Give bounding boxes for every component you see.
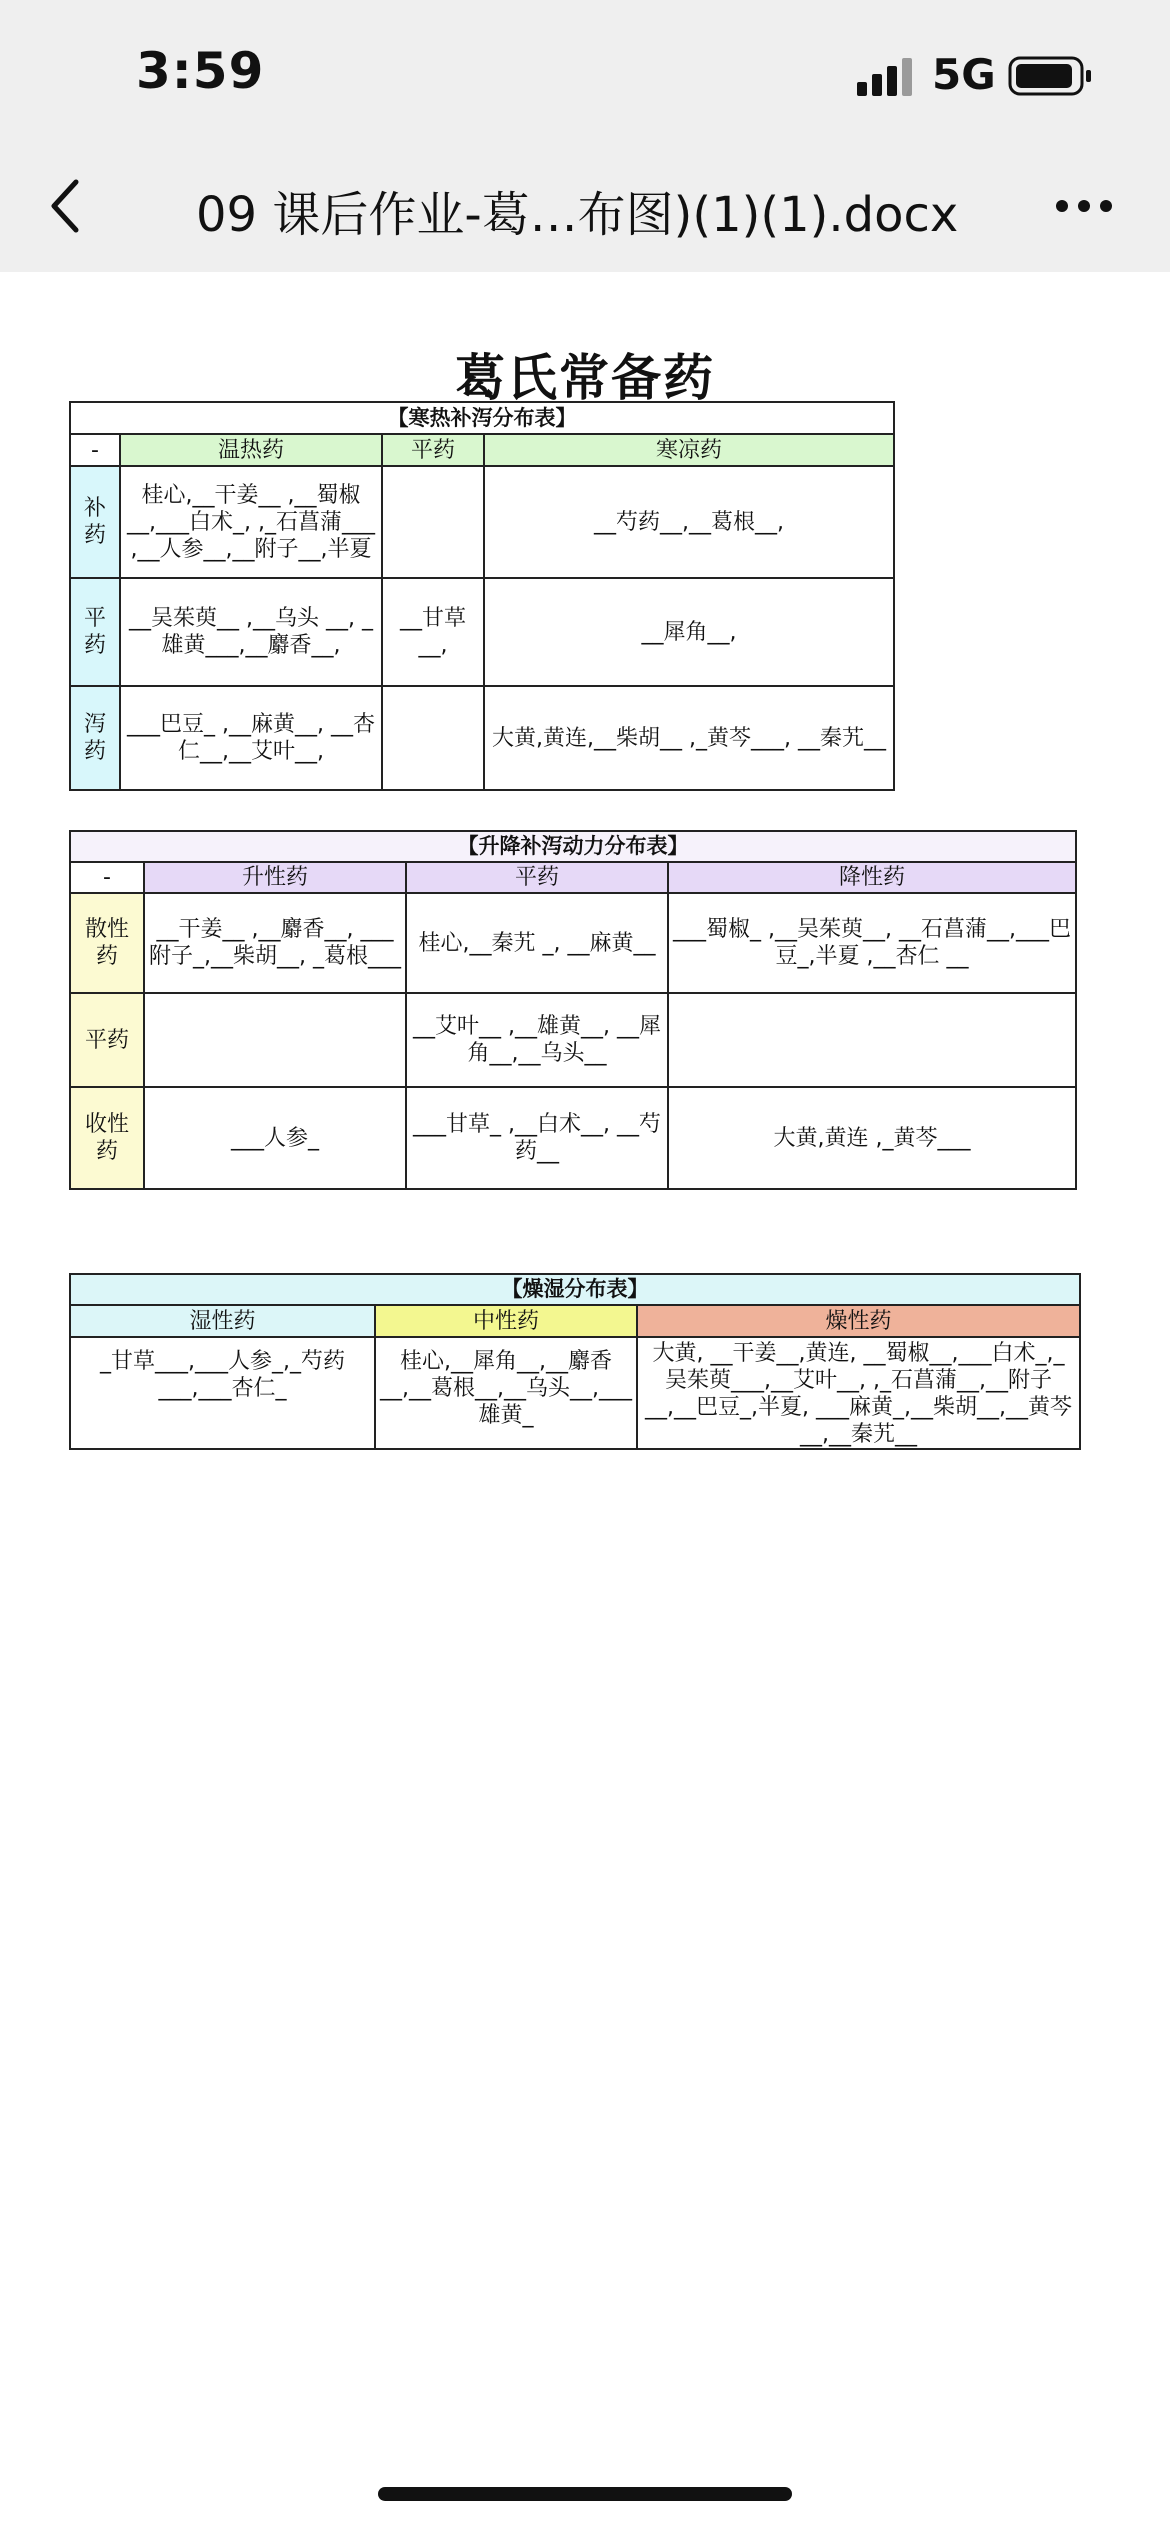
- header-cell: -: [70, 862, 144, 893]
- table-cell: 大黄,黄连,__柴胡__ ,_黄芩___, __秦艽__: [484, 686, 894, 790]
- ascend-descend-table: [69, 830, 1077, 1190]
- table-cell: __吴茱萸__ ,__乌头 __, _雄黄___,__麝香__,: [120, 578, 382, 686]
- table-cell: ___巴豆_ ,__麻黄__, __杏仁__,__艾叶__,: [120, 686, 382, 790]
- row-label: 平药: [70, 578, 120, 686]
- row-label: 平药: [70, 993, 144, 1087]
- header-cell: 平药: [382, 434, 484, 466]
- header-cell: 平药: [406, 862, 668, 893]
- row-label: 补药: [70, 466, 120, 578]
- table-cell: __干姜__ ,__麝香__, ___附子_,__柴胡__, _葛根___: [144, 893, 406, 993]
- battery-icon: [1008, 56, 1094, 96]
- header-cell: 中性药: [375, 1305, 637, 1337]
- row-label: 散性药: [70, 893, 144, 993]
- table-cell: __芍药__,__葛根__,: [484, 466, 894, 578]
- table-cell: ___蜀椒_ ,__吴茱萸__, __石菖蒲__,___巴豆_,半夏 ,__杏仁 __: [668, 893, 1076, 993]
- row-label: 收性药: [70, 1087, 144, 1189]
- dry-damp-table: [69, 1273, 1081, 1450]
- cellular-signal-icon: [855, 58, 915, 96]
- header-cell: 升性药: [144, 862, 406, 893]
- table-cell: 桂心,__干姜__ ,__蜀椒__,___白术_, ,_石菖蒲___ ,__人参__,__附子__,半夏: [120, 466, 382, 578]
- table-caption: 【升降补泻动力分布表】: [70, 831, 1076, 862]
- table-cell: [668, 993, 1076, 1087]
- table-cell: _甘草___,___人参_,_芍药___,___杏仁_: [70, 1337, 375, 1449]
- header-cell: -: [70, 434, 120, 466]
- table-cell: __甘草__,: [382, 578, 484, 686]
- row-label: 泻药: [70, 686, 120, 790]
- table-cell: ___人参_: [144, 1087, 406, 1189]
- table-cell: 大黄,黄连 ,_黄芩___: [668, 1087, 1076, 1189]
- network-type: 5G: [932, 50, 996, 99]
- table-cell: [144, 993, 406, 1087]
- header-cell: 降性药: [668, 862, 1076, 893]
- header-cell: 湿性药: [70, 1305, 375, 1337]
- table-cell: 大黄, __干姜__,黄连, __蜀椒__,___白术_,_吴茱萸___,__艾叶__, ,_石菖蒲__,__附子__,__巴豆_,半夏, ___麻黄_,__柴胡__,__黄芩__,__秦艽__: [637, 1337, 1080, 1449]
- top-bar: [0, 0, 1170, 272]
- table-caption: 【燥湿分布表】: [70, 1274, 1080, 1305]
- cold-heat-table: [69, 401, 895, 791]
- table-cell: 桂心,__秦艽 _, __麻黄__: [406, 893, 668, 993]
- status-time: 3:59: [136, 42, 265, 100]
- table-caption: 【寒热补泻分布表】: [70, 402, 894, 434]
- document-heading: 葛氏常备药: [455, 349, 715, 407]
- header-cell: 温热药: [120, 434, 382, 466]
- home-indicator[interactable]: [378, 2487, 792, 2501]
- header-cell: 燥性药: [637, 1305, 1080, 1337]
- back-chevron-icon[interactable]: [46, 178, 86, 234]
- table-cell: __犀角__,: [484, 578, 894, 686]
- more-ellipsis-icon[interactable]: [1052, 196, 1116, 216]
- table-cell: [382, 686, 484, 790]
- table-cell: 桂心,__犀角__,__麝香__,__葛根__,__乌头__,___雄黄_: [375, 1337, 637, 1449]
- table-cell: [382, 466, 484, 578]
- table-cell: __艾叶__ ,__雄黄__, __犀角__,__乌头__: [406, 993, 668, 1087]
- header-cell: 寒凉药: [484, 434, 894, 466]
- table-cell: ___甘草_ ,__白术__, __芍药__: [406, 1087, 668, 1189]
- document-title: 09 课后作业-葛…布图)(1)(1).docx: [196, 187, 959, 243]
